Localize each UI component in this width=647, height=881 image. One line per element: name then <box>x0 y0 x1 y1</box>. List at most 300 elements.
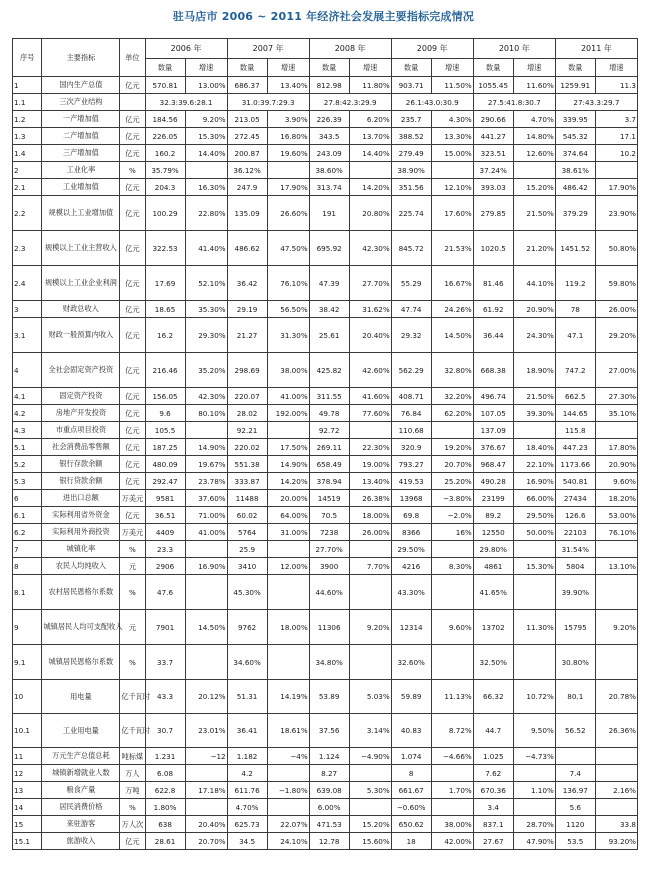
growth-cell: 42.30% <box>349 231 391 266</box>
growth-cell: 3.7 <box>595 111 637 128</box>
header-quantity: 数量 <box>473 59 513 77</box>
quantity-cell: 290.66 <box>473 111 513 128</box>
quantity-cell: 92.21 <box>227 422 267 439</box>
structure-cell: 31.0:39.7:29.3 <box>227 94 309 111</box>
quantity-cell: 686.37 <box>227 77 267 94</box>
row-seq: 7 <box>13 541 42 558</box>
growth-cell <box>513 799 555 816</box>
row-seq: 1.2 <box>13 111 42 128</box>
quantity-cell: 60.02 <box>227 507 267 524</box>
header-unit: 单位 <box>120 39 145 77</box>
header-growth: 增速 <box>267 59 309 77</box>
growth-cell: 14.20% <box>267 473 309 490</box>
row-seq: 2 <box>13 162 42 179</box>
row-unit: 亿元 <box>120 439 145 456</box>
row-unit: 亿千瓦时 <box>120 714 145 748</box>
header-year: 2008 年 <box>309 39 391 59</box>
quantity-cell: 226.05 <box>145 128 185 145</box>
quantity-cell: 27.70% <box>309 541 349 558</box>
row-indicator: 全社会固定资产投资 <box>42 353 120 388</box>
growth-cell: 21.50% <box>513 388 555 405</box>
growth-cell: −1.80% <box>267 782 309 799</box>
quantity-cell: 53.89 <box>309 680 349 714</box>
growth-cell: 76.10% <box>595 524 637 541</box>
quantity-cell <box>555 748 595 765</box>
quantity-cell: 32.50% <box>473 645 513 680</box>
quantity-cell: 89.2 <box>473 507 513 524</box>
quantity-cell: 650.62 <box>391 816 431 833</box>
growth-cell: 4.30% <box>431 111 473 128</box>
table-row <box>13 422 638 439</box>
quantity-cell: 551.38 <box>227 456 267 473</box>
growth-cell: 9.50% <box>513 714 555 748</box>
row-indicator: 居民消费价格 <box>42 799 120 816</box>
table-row <box>13 541 638 558</box>
row-indicator: 规模以上工业主营收入 <box>42 231 120 266</box>
header-row-years <box>13 39 638 59</box>
growth-cell <box>431 799 473 816</box>
growth-cell: 64.00% <box>267 507 309 524</box>
quantity-cell: 61.92 <box>473 301 513 318</box>
table-header <box>13 39 638 77</box>
growth-cell: 32.20% <box>431 388 473 405</box>
quantity-cell: 968.47 <box>473 456 513 473</box>
quantity-cell: 110.68 <box>391 422 431 439</box>
row-unit: 亿元 <box>120 145 145 162</box>
quantity-cell: 562.29 <box>391 353 431 388</box>
growth-cell: 3.14% <box>349 714 391 748</box>
quantity-cell: 36.51 <box>145 507 185 524</box>
row-indicator: 财政总收入 <box>42 301 120 318</box>
quantity-cell: 15795 <box>555 610 595 645</box>
growth-cell: 18.90% <box>513 353 555 388</box>
growth-cell <box>349 799 391 816</box>
quantity-cell: 31.54% <box>555 541 595 558</box>
quantity-cell: 29.50% <box>391 541 431 558</box>
table-row <box>13 473 638 490</box>
quantity-cell: 1.025 <box>473 748 513 765</box>
quantity-cell: 47.6 <box>145 575 185 610</box>
growth-cell: 9.20% <box>349 610 391 645</box>
growth-cell: 17.80% <box>595 439 637 456</box>
quantity-cell: 38.61% <box>555 162 595 179</box>
growth-cell: 25.20% <box>431 473 473 490</box>
quantity-cell: 343.5 <box>309 128 349 145</box>
growth-cell: 12.60% <box>513 145 555 162</box>
growth-cell: 44.10% <box>513 266 555 301</box>
growth-cell: 17.60% <box>431 196 473 231</box>
quantity-cell: 81.46 <box>473 266 513 301</box>
growth-cell: 8.72% <box>431 714 473 748</box>
quantity-cell: 378.94 <box>309 473 349 490</box>
growth-cell: 27.00% <box>595 353 637 388</box>
row-seq: 2.1 <box>13 179 42 196</box>
quantity-cell: 28.02 <box>227 405 267 422</box>
row-indicator: 工业化率 <box>42 162 120 179</box>
growth-cell: 52.10% <box>185 266 227 301</box>
quantity-cell: 480.09 <box>145 456 185 473</box>
growth-cell: 14.20% <box>349 179 391 196</box>
table-row <box>13 833 638 850</box>
table-row <box>13 388 638 405</box>
row-unit: 万美元 <box>120 490 145 507</box>
table-row <box>13 405 638 422</box>
row-seq: 4.2 <box>13 405 42 422</box>
row-unit: 亿千瓦时 <box>120 680 145 714</box>
row-seq: 8 <box>13 558 42 575</box>
growth-cell: 14.90% <box>185 439 227 456</box>
row-unit: 吨标煤 <box>120 748 145 765</box>
quantity-cell: 12550 <box>473 524 513 541</box>
quantity-cell: 4861 <box>473 558 513 575</box>
growth-cell: 11.60% <box>513 77 555 94</box>
growth-cell: 20.40% <box>349 318 391 353</box>
growth-cell: 6.20% <box>349 111 391 128</box>
quantity-cell: 37.24% <box>473 162 513 179</box>
quantity-cell: 92.72 <box>309 422 349 439</box>
growth-cell: 5.03% <box>349 680 391 714</box>
quantity-cell: 29.80% <box>473 541 513 558</box>
growth-cell: 22.10% <box>513 456 555 473</box>
growth-cell <box>595 799 637 816</box>
row-seq: 15 <box>13 816 42 833</box>
quantity-cell: 379.29 <box>555 196 595 231</box>
row-unit: 亿元 <box>120 473 145 490</box>
quantity-cell: 21.27 <box>227 318 267 353</box>
table-row <box>13 765 638 782</box>
quantity-cell: 53.5 <box>555 833 595 850</box>
growth-cell: 13.70% <box>349 128 391 145</box>
growth-cell: 12.00% <box>267 558 309 575</box>
row-unit: 亿元 <box>120 266 145 301</box>
quantity-cell: 471.53 <box>309 816 349 833</box>
header-growth: 增速 <box>349 59 391 77</box>
row-unit: 亿元 <box>120 507 145 524</box>
row-unit: 亿元 <box>120 77 145 94</box>
quantity-cell: 374.64 <box>555 145 595 162</box>
quantity-cell: 235.7 <box>391 111 431 128</box>
row-unit: 万美元 <box>120 524 145 541</box>
growth-cell: 31.30% <box>267 318 309 353</box>
growth-cell: 18.20% <box>595 490 637 507</box>
quantity-cell: 27434 <box>555 490 595 507</box>
quantity-cell: 388.52 <box>391 128 431 145</box>
growth-cell: −3.80% <box>431 490 473 507</box>
row-seq: 4 <box>13 353 42 388</box>
growth-cell <box>595 422 637 439</box>
row-unit: 亿元 <box>120 422 145 439</box>
growth-cell <box>349 422 391 439</box>
growth-cell <box>185 575 227 610</box>
growth-cell <box>185 541 227 558</box>
header-year: 2007 年 <box>227 39 309 59</box>
row-indicator: 市重点项目投资 <box>42 422 120 439</box>
growth-cell: 18.00% <box>349 507 391 524</box>
table-row <box>13 162 638 179</box>
growth-cell: 14.50% <box>431 318 473 353</box>
growth-cell: 13.00% <box>185 77 227 94</box>
growth-cell <box>595 748 637 765</box>
quantity-cell: 59.89 <box>391 680 431 714</box>
quantity-cell: 486.42 <box>555 179 595 196</box>
row-indicator: 社会消费品零售额 <box>42 439 120 456</box>
row-indicator: 农民人均纯收入 <box>42 558 120 575</box>
quantity-cell: 322.53 <box>145 231 185 266</box>
quantity-cell: 43.30% <box>391 575 431 610</box>
header-year: 2009 年 <box>391 39 473 59</box>
growth-cell: 66.00% <box>513 490 555 507</box>
row-seq: 1.1 <box>13 94 42 111</box>
quantity-cell: 670.36 <box>473 782 513 799</box>
structure-cell: 27.8:42.3:29.9 <box>309 94 391 111</box>
quantity-cell: 311.55 <box>309 388 349 405</box>
quantity-cell: 8366 <box>391 524 431 541</box>
quantity-cell: 323.51 <box>473 145 513 162</box>
quantity-cell: 37.56 <box>309 714 349 748</box>
growth-cell: 192.00% <box>267 405 309 422</box>
growth-cell: 11.3 <box>595 77 637 94</box>
quantity-cell: 7.62 <box>473 765 513 782</box>
quantity-cell: 135.09 <box>227 196 267 231</box>
growth-cell <box>513 162 555 179</box>
growth-cell: 22.07% <box>267 816 309 833</box>
quantity-cell: 55.29 <box>391 266 431 301</box>
table-body <box>13 77 638 850</box>
quantity-cell: 279.49 <box>391 145 431 162</box>
quantity-cell: 269.11 <box>309 439 349 456</box>
row-indicator: 实际利用外商投资 <box>42 524 120 541</box>
table-row <box>13 748 638 765</box>
growth-cell: 13.30% <box>431 128 473 145</box>
quantity-cell: 1451.52 <box>555 231 595 266</box>
growth-cell: 20.70% <box>431 456 473 473</box>
table-row <box>13 610 638 645</box>
growth-cell: 24.10% <box>267 833 309 850</box>
quantity-cell: 6.00% <box>309 799 349 816</box>
quantity-cell: 1055.45 <box>473 77 513 94</box>
growth-cell <box>267 799 309 816</box>
quantity-cell: 33.7 <box>145 645 185 680</box>
quantity-cell: 5764 <box>227 524 267 541</box>
growth-cell <box>431 645 473 680</box>
row-unit: % <box>120 541 145 558</box>
quantity-cell: 837.1 <box>473 816 513 833</box>
quantity-cell: 4.2 <box>227 765 267 782</box>
growth-cell: 17.1 <box>595 128 637 145</box>
growth-cell: 38.00% <box>267 353 309 388</box>
row-seq: 3 <box>13 301 42 318</box>
header-indicator: 主要指标 <box>42 39 120 77</box>
growth-cell <box>513 575 555 610</box>
quantity-cell: 496.74 <box>473 388 513 405</box>
quantity-cell: 22103 <box>555 524 595 541</box>
growth-cell <box>267 645 309 680</box>
row-seq: 2.4 <box>13 266 42 301</box>
growth-cell: 26.60% <box>267 196 309 231</box>
growth-cell: 35.20% <box>185 353 227 388</box>
row-unit: 亿元 <box>120 388 145 405</box>
row-seq: 10 <box>13 680 42 714</box>
growth-cell: 14.80% <box>513 128 555 145</box>
row-indicator: 固定资产投资 <box>42 388 120 405</box>
growth-cell: 19.00% <box>349 456 391 473</box>
row-indicator: 规模以上工业增加值 <box>42 196 120 231</box>
quantity-cell: 9581 <box>145 490 185 507</box>
quantity-cell: 5804 <box>555 558 595 575</box>
growth-cell: 11.50% <box>431 77 473 94</box>
quantity-cell: 225.74 <box>391 196 431 231</box>
quantity-cell: 11306 <box>309 610 349 645</box>
growth-cell: 16.90% <box>513 473 555 490</box>
growth-cell: 23.78% <box>185 473 227 490</box>
growth-cell: 20.90% <box>595 456 637 473</box>
row-unit: 万人次 <box>120 816 145 833</box>
quantity-cell: 69.8 <box>391 507 431 524</box>
growth-cell: 15.30% <box>185 128 227 145</box>
quantity-cell: 903.71 <box>391 77 431 94</box>
row-seq: 2.2 <box>13 196 42 231</box>
quantity-cell: 272.45 <box>227 128 267 145</box>
table-row <box>13 318 638 353</box>
row-seq: 6.2 <box>13 524 42 541</box>
growth-cell <box>267 162 309 179</box>
report-title: 驻马店市 2006 ~ 2011 年经济社会发展主要指标完成情况 <box>172 10 475 23</box>
growth-cell: 29.30% <box>185 318 227 353</box>
row-unit: 亿元 <box>120 456 145 473</box>
table-row <box>13 266 638 301</box>
growth-cell: −12 <box>185 748 227 765</box>
growth-cell <box>349 162 391 179</box>
quantity-cell: 793.27 <box>391 456 431 473</box>
growth-cell: 1.70% <box>431 782 473 799</box>
quantity-cell: 226.39 <box>309 111 349 128</box>
row-indicator: 旅游收入 <box>42 833 120 850</box>
growth-cell: 20.70% <box>185 833 227 850</box>
quantity-cell: 23.3 <box>145 541 185 558</box>
row-unit: % <box>120 645 145 680</box>
quantity-cell: 36.12% <box>227 162 267 179</box>
quantity-cell: 812.98 <box>309 77 349 94</box>
quantity-cell: 191 <box>309 196 349 231</box>
quantity-cell: 38.42 <box>309 301 349 318</box>
growth-cell: 15.00% <box>431 145 473 162</box>
growth-cell: 50.80% <box>595 231 637 266</box>
growth-cell: 31.00% <box>267 524 309 541</box>
growth-cell: 37.60% <box>185 490 227 507</box>
growth-cell: −4.66% <box>431 748 473 765</box>
row-unit: % <box>120 799 145 816</box>
quantity-cell: 220.02 <box>227 439 267 456</box>
row-unit: 亿元 <box>120 405 145 422</box>
growth-cell <box>349 645 391 680</box>
quantity-cell: 105.5 <box>145 422 185 439</box>
quantity-cell: 545.32 <box>555 128 595 145</box>
growth-cell <box>431 575 473 610</box>
quantity-cell: 200.87 <box>227 145 267 162</box>
growth-cell: 27.30% <box>595 388 637 405</box>
row-seq: 13 <box>13 782 42 799</box>
quantity-cell: 78 <box>555 301 595 318</box>
row-unit: 亿元 <box>120 301 145 318</box>
growth-cell: 20.40% <box>185 816 227 833</box>
header-quantity: 数量 <box>145 59 185 77</box>
growth-cell <box>513 765 555 782</box>
header-quantity: 数量 <box>391 59 431 77</box>
growth-cell: 14.40% <box>185 145 227 162</box>
row-seq: 1.3 <box>13 128 42 145</box>
growth-cell: 21.20% <box>513 231 555 266</box>
quantity-cell: 447.23 <box>555 439 595 456</box>
growth-cell: 18.40% <box>513 439 555 456</box>
quantity-cell: 100.29 <box>145 196 185 231</box>
row-seq: 14 <box>13 799 42 816</box>
quantity-cell: 18 <box>391 833 431 850</box>
quantity-cell: 36.41 <box>227 714 267 748</box>
growth-cell: 15.60% <box>349 833 391 850</box>
quantity-cell: 9.6 <box>145 405 185 422</box>
quantity-cell: 6.08 <box>145 765 185 782</box>
table-row <box>13 575 638 610</box>
row-indicator: 用电量 <box>42 680 120 714</box>
table-row <box>13 301 638 318</box>
quantity-cell: 126.6 <box>555 507 595 524</box>
header-quantity: 数量 <box>555 59 595 77</box>
growth-cell: 31.62% <box>349 301 391 318</box>
growth-cell: 35.10% <box>595 405 637 422</box>
growth-cell: 41.60% <box>349 388 391 405</box>
row-unit <box>120 94 145 111</box>
growth-cell: 17.90% <box>595 179 637 196</box>
growth-cell: 50.00% <box>513 524 555 541</box>
growth-cell: 5.30% <box>349 782 391 799</box>
row-indicator: 实际利用省外资金 <box>42 507 120 524</box>
quantity-cell: 2906 <box>145 558 185 575</box>
quantity-cell: 8.27 <box>309 765 349 782</box>
quantity-cell: 622.8 <box>145 782 185 799</box>
row-indicator: 银行贷款余额 <box>42 473 120 490</box>
growth-cell: 20.00% <box>267 490 309 507</box>
header-year: 2006 年 <box>145 39 227 59</box>
quantity-cell: 1173.66 <box>555 456 595 473</box>
quantity-cell: 1.182 <box>227 748 267 765</box>
growth-cell <box>267 541 309 558</box>
row-unit: 亿元 <box>120 128 145 145</box>
header-year: 2011 年 <box>555 39 637 59</box>
table-row <box>13 680 638 714</box>
growth-cell: 26.00% <box>595 301 637 318</box>
table-row <box>13 816 638 833</box>
row-indicator: 万元生产总值总耗 <box>42 748 120 765</box>
growth-cell: 13.40% <box>349 473 391 490</box>
growth-cell <box>185 799 227 816</box>
table-row <box>13 456 638 473</box>
row-seq: 4.3 <box>13 422 42 439</box>
quantity-cell: 14519 <box>309 490 349 507</box>
growth-cell: 23.01% <box>185 714 227 748</box>
table-row <box>13 490 638 507</box>
growth-cell: 56.50% <box>267 301 309 318</box>
row-unit: 亿元 <box>120 179 145 196</box>
quantity-cell: 611.76 <box>227 782 267 799</box>
growth-cell: 29.50% <box>513 507 555 524</box>
quantity-cell: 1020.5 <box>473 231 513 266</box>
growth-cell <box>349 765 391 782</box>
growth-cell: 11.30% <box>513 610 555 645</box>
row-seq: 2.3 <box>13 231 42 266</box>
growth-cell: 53.00% <box>595 507 637 524</box>
row-seq: 15.1 <box>13 833 42 850</box>
growth-cell <box>595 645 637 680</box>
